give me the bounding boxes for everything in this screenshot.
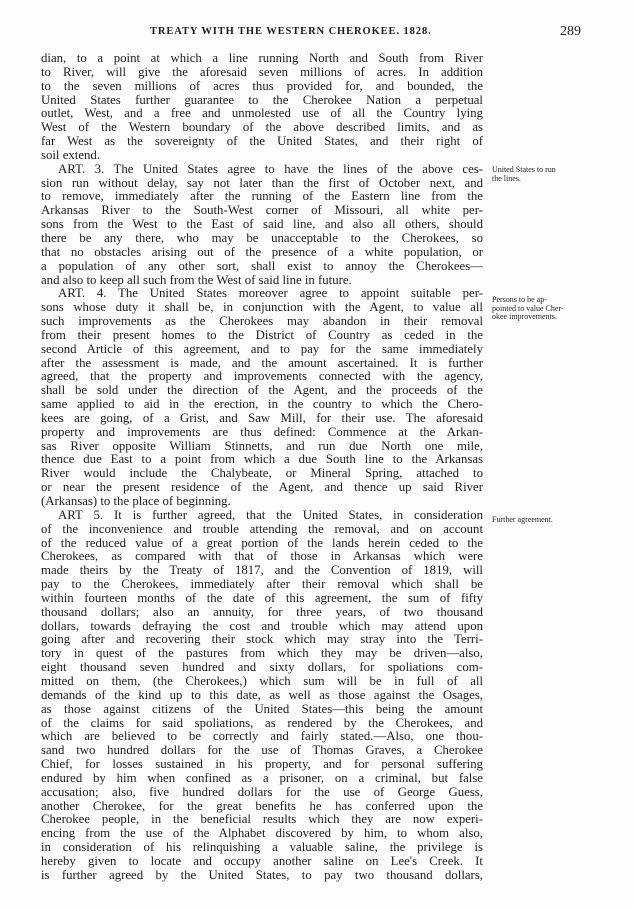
body-line: of the inconvenience and trouble attending the removal, and on account [41, 521, 483, 536]
body-line: from their present homes to the District of Country as ceded in the [41, 327, 483, 342]
body-line: to River, will give the aforesaid seven millions of acres. In addition [41, 64, 483, 79]
body-line: pay to the Cherokees, immediately after their removal which shall be [41, 577, 483, 592]
body-line: agreed, that the property and improvements connected with the agency, [41, 369, 483, 384]
body-line: ART. 3. The United States agree to have the lines of the above ces- [58, 161, 483, 176]
running-title: TREATY WITH THE WESTERN CHEROKEE. 1828. [150, 26, 432, 37]
body-line: of the reduced value of a great portion of the lands herein ceded to the [41, 535, 483, 550]
body-line: after the assessment is made, and the amount ascertained. It is further [41, 355, 483, 370]
body-line: sand two hundred dollars for the use of Thomas Graves, a Cherokee [41, 743, 483, 758]
body-line: which are believed to be correctly and fairly stated.—Also, one thou- [41, 729, 483, 744]
body-line: there be any there, who may be unacceptable to the Cherokees, so [41, 230, 483, 245]
body-line: thence due East to a point from which a due South line to the Arkansas [41, 452, 483, 467]
body-line: sion run without delay, say not later than the first of October next, and [41, 175, 483, 190]
page-number: 289 [560, 24, 581, 39]
body-line: sons from the West to the East of said line, and also all others, should [41, 217, 483, 232]
body-line: eight thousand seven hundred and sixty dollars, for spoliations com- [41, 660, 483, 675]
body-line: within fourteen months of the date of this agreement, the sum of fifty [41, 590, 483, 605]
body-line: sons whose duty it shall be, in conjunction with the Agent, to value all [41, 300, 483, 315]
marginal-note-run-lines [492, 166, 556, 183]
page-header [0, 24, 634, 44]
body-line: shall be sold under the direction of the Agent, and the proceeds of the [41, 383, 483, 398]
body-line: is further agreed by the United States, to pay two thousand dollars, [41, 867, 483, 882]
marginal-note-line: pointed to value Cher- [492, 303, 564, 313]
body-line: of the claims for said spoliations, as rendered by the Cherokees, and [41, 715, 483, 730]
body-line: that no obstacles arising out of the presence of a white population, or [41, 244, 483, 259]
body-line: Cherokee people, in the beneficial results which they are now experi- [41, 812, 483, 827]
body-line: demands of the kind up to this date, as well as those against the Osages, [41, 687, 483, 702]
body-line: (Arkansas) to the place of beginning. [41, 494, 231, 508]
body-line: Arkansas River to the South-West corner of Missouri, all white per- [41, 203, 483, 218]
body-line: accusation; also, five hundred dollars for the use of George Guess, [41, 784, 483, 799]
body-line: far West as the sovereignty of the United States, and their right of [41, 134, 483, 149]
body-line: mitted on them, (the Cherokees,) which sum will be in full of all [41, 673, 483, 688]
body-line: encing from the use of the Alphabet discovered by him, to whom also, [41, 826, 483, 841]
marginal-note-line: Persons to be ap- [492, 295, 547, 304]
body-line: property and improvements are thus defined: Commence at the Arkan- [41, 424, 483, 439]
body-line: tory in quest of the pastures from which they may be driven—also, [41, 646, 483, 661]
body-line: a population of any other sort, shall exist to annoy the Cherokees— [41, 258, 483, 273]
body-line: dian, to a point at which a line running North and South from River [41, 51, 483, 65]
body-line: soil extend. [41, 147, 100, 162]
body-line: Chief, for losses sustained in his property, and for personal suffering [41, 757, 483, 772]
body-line: going after and recovering their stock which may stray into the Terri- [41, 632, 483, 647]
body-line: and also to keep all such from the West of said line in future. [41, 272, 352, 287]
marginal-note-line: the lines. [492, 173, 521, 183]
body-line: or near the present residence of the Agent, and thence up said River [41, 480, 483, 495]
body-line: ART. 4. The United States moreover agree to appoint suitable per- [58, 286, 483, 301]
body-line: in consideration of his relinquishing a valuable saline, the privilege is [41, 840, 483, 855]
body-line: sas River opposite William Stinnetts, and run due North one mile, [41, 438, 483, 453]
body-line: United States further guarantee to the Cherokee Nation a perpetual [41, 92, 483, 107]
body-line: made theirs by the Treaty of 1817, and the Convention of 1819, will [41, 563, 483, 578]
body-line: to the seven millions of acres thus provided for, and bounded, the [41, 78, 483, 93]
body-line: as those against citizens of the United States—this being the amount [41, 701, 483, 716]
body-line: hereby given to locate and occupy another saline on Lee's Creek. It [41, 853, 483, 868]
marginal-note-line: Further agreement. [492, 515, 553, 524]
body-line: Cherokees, as compared with that of those in Arkansas which were [41, 549, 483, 564]
body-line: such improvements as the Cherokees may abandon in their removal [41, 314, 483, 329]
body-line: outlet, West, and a free and unmolested use of all the Country lying [41, 106, 483, 121]
body-line: second Article of this agreement, and to pay for the same immediately [41, 341, 483, 356]
body-line: another Cherokee, for the great benefits he has conferred upon the [41, 798, 483, 813]
treaty-text-block [41, 52, 483, 883]
body-line: dollars, towards defraying the cost and trouble which may attend upon [41, 618, 483, 633]
body-line: ART 5. It is further agreed, that the United States, in consideration [58, 507, 483, 522]
body-line: to remove, immediately after the running of the Eastern line from the [41, 189, 483, 204]
body-line: West of the Western boundary of the above described limits, and as [41, 120, 483, 135]
marginal-note-further-agreement [492, 516, 553, 525]
marginal-note-value-improvements [492, 296, 564, 322]
marginal-note-line: United States to run [492, 165, 556, 174]
body-line: same applied to aid in the erection, in the country to which the Chero- [41, 397, 483, 412]
body-line: thousand dollars; also an annuity, for three years, of two thousand [41, 604, 483, 619]
body-line: River would include the Chalybeate, or Mineral Spring, attached to [41, 466, 483, 481]
marginal-note-line: okee improvements. [492, 312, 557, 321]
body-line: endured by him when confined as a prisoner, on a criminal, but false [41, 770, 483, 785]
body-line: kees are going, of a Grist, and Saw Mill, for their use. The aforesaid [41, 410, 483, 425]
